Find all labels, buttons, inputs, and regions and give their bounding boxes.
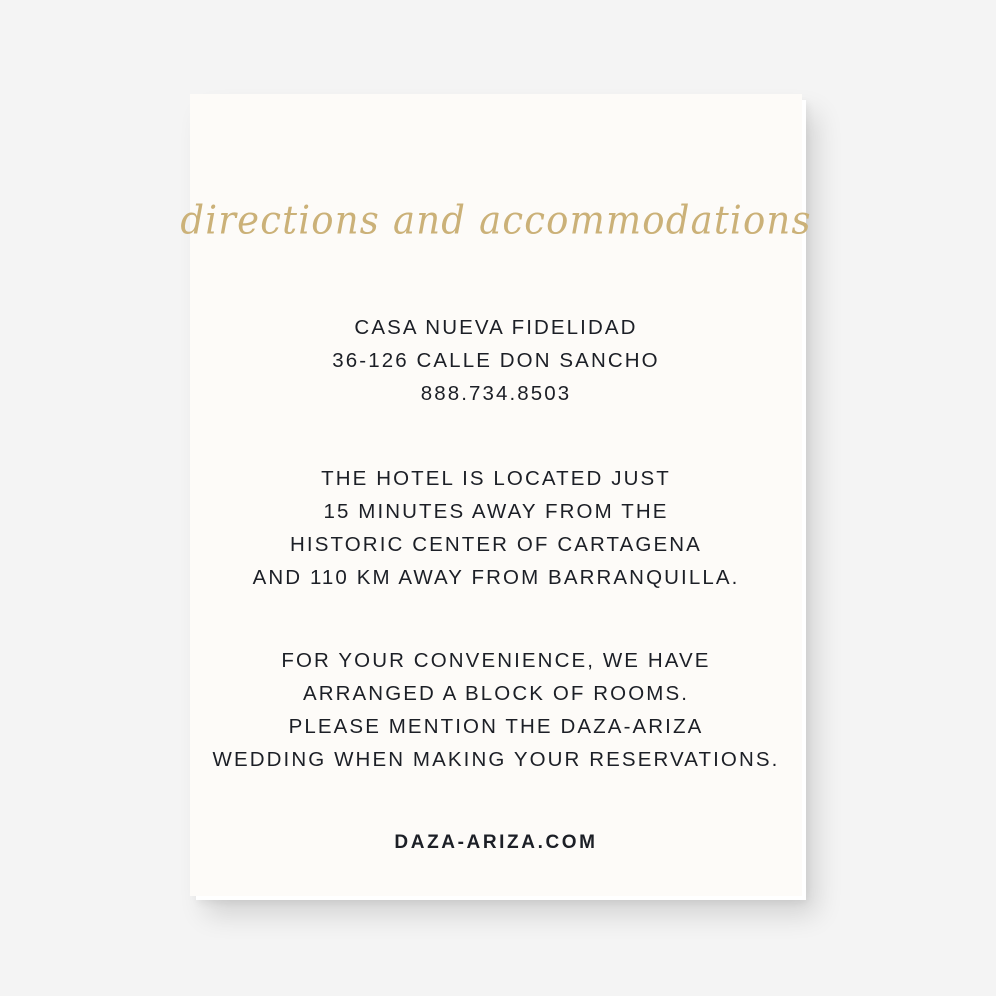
room-block-line: WEDDING WHEN MAKING YOUR RESERVATIONS. — [212, 748, 780, 771]
directions-line: 15 MINUTES AWAY FROM THE — [323, 500, 669, 523]
venue-address: 36-126 CALLE DON SANCHO — [332, 349, 660, 372]
directions-line: HISTORIC CENTER OF CARTAGENA — [290, 533, 702, 556]
room-block-line: ARRANGED A BLOCK OF ROOMS. — [302, 682, 690, 705]
venue-phone: 888.734.8503 — [420, 382, 572, 405]
page-title: directions and accommodations — [180, 197, 812, 244]
directions-block — [253, 462, 740, 594]
venue-block — [332, 311, 659, 410]
wedding-website-url: DAZA-ARIZA.COM — [394, 832, 598, 853]
room-block-line: FOR YOUR CONVENIENCE, WE HAVE — [281, 649, 711, 672]
directions-line: THE HOTEL IS LOCATED JUST — [321, 467, 671, 490]
venue-name: CASA NUEVA FIDELIDAD — [354, 316, 638, 339]
directions-line: AND 110 KM AWAY FROM BARRANQUILLA. — [252, 566, 740, 589]
accommodations-card — [180, 94, 812, 896]
room-block-line: PLEASE MENTION THE DAZA-ARIZA — [288, 715, 704, 738]
room-block-block — [213, 644, 780, 776]
